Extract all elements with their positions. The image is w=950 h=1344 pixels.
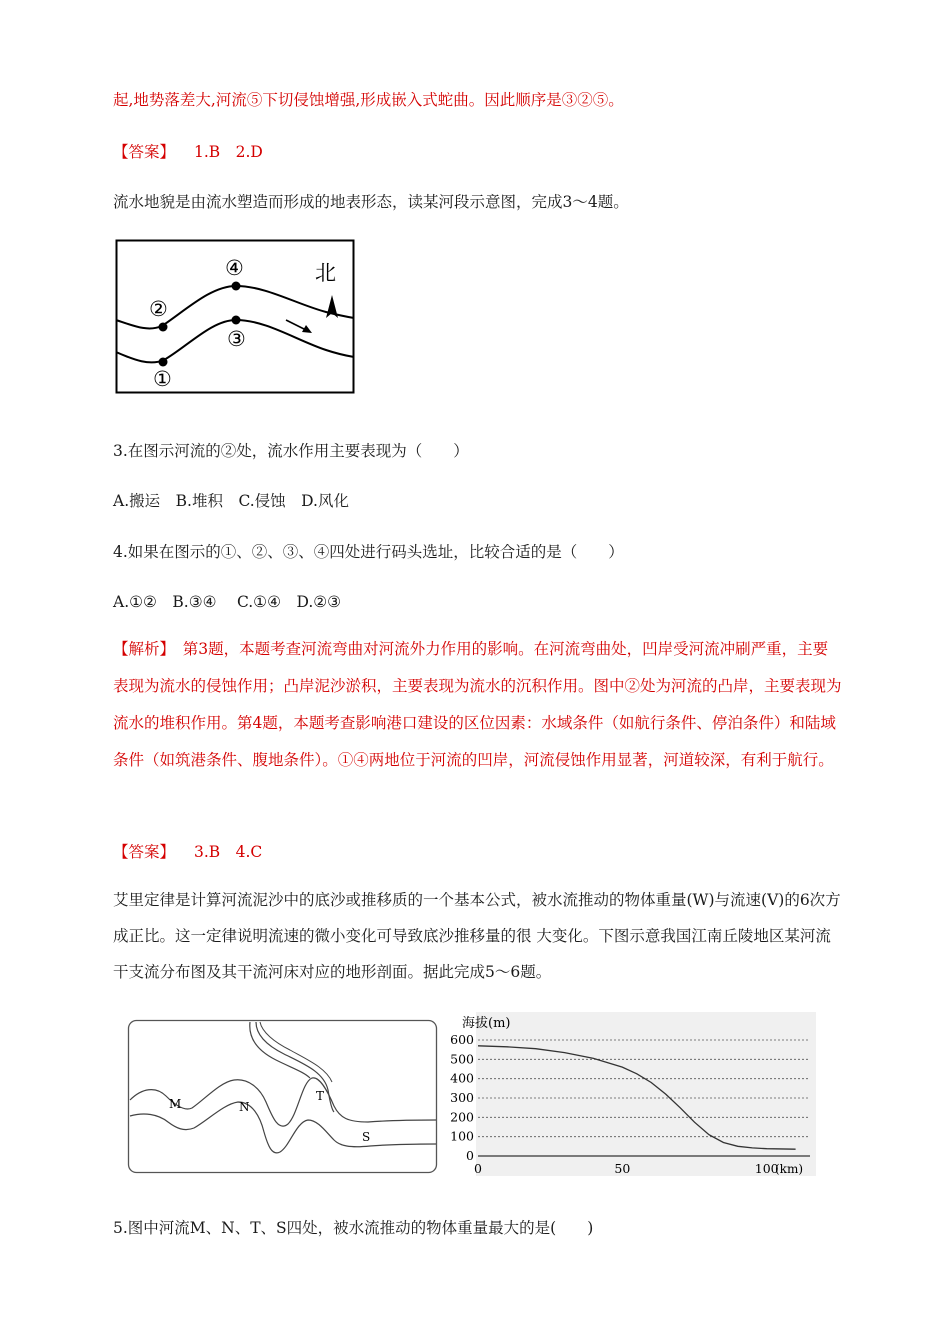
north-label: 北 bbox=[315, 261, 336, 285]
question-3-options: A.搬运 B.堆积 C.侵蚀 D.风化 bbox=[113, 492, 349, 510]
answer-block-1 bbox=[113, 141, 263, 163]
x-axis-unit: (km) bbox=[775, 1162, 804, 1176]
river-map bbox=[128, 1020, 438, 1175]
question-intro-3-4: 流水地貌是由流水塑造而形成的地表形态，读某河段示意图，完成3～4题。 bbox=[113, 193, 629, 211]
answer-block-2 bbox=[113, 841, 262, 863]
question-4: 4.如果在图示的①、②、③、④四处进行码头选址，比较合适的是（ ） bbox=[113, 543, 624, 561]
explanation-continuation: 起,地势落差大,河流⑤下切侵蚀增强,形成嵌入式蛇曲。因此顺序是③②⑤。 bbox=[113, 91, 624, 109]
answer-tag: 【答案】 bbox=[113, 843, 176, 861]
point-label-4: ④ bbox=[225, 256, 244, 280]
answer-tag: 【答案】 bbox=[113, 143, 176, 161]
river-diagram bbox=[116, 240, 366, 396]
analysis-tag: 【解析】 bbox=[113, 640, 168, 658]
answer-text: 1.B 2.D bbox=[193, 143, 263, 161]
question-intro-5-6: 艾里定律是计算河流泥沙中的底沙或推移质的一个基本公式，被水流推动的物体重量(W)与流速(V)的6次方成正比。这一定律说明流速的微小变化可导致底沙推移量的很 大变化。下图示意我国江南丘陵地区某河流干支流分布图及其干流河床对应的地形剖面。据此完成5～6题。 bbox=[113, 891, 841, 981]
question-3: 3.在图示河流的②处，流水作用主要表现为（ ） bbox=[113, 442, 469, 460]
elevation-profile-chart bbox=[440, 1010, 820, 1180]
y-tick-label: 600 bbox=[450, 1032, 474, 1047]
analysis-block bbox=[113, 631, 843, 779]
y-axis-label: 海拔(m) bbox=[462, 1016, 511, 1031]
question-5: 5.图中河流M、N、T、S四处，被水流推动的物体重量最大的是( ) bbox=[113, 1219, 594, 1237]
y-tick-label: 100 bbox=[450, 1128, 474, 1144]
y-tick-label: 400 bbox=[450, 1070, 474, 1086]
map-label-M: M bbox=[169, 1097, 182, 1111]
point-label-3: ③ bbox=[227, 327, 246, 351]
x-tick-label: 0 bbox=[474, 1161, 482, 1176]
y-tick-label: 0 bbox=[466, 1148, 474, 1163]
map-label-N: N bbox=[239, 1100, 250, 1114]
point-label-2: ② bbox=[149, 297, 168, 321]
y-tick-label: 500 bbox=[450, 1051, 474, 1067]
x-tick-label: 50 bbox=[614, 1161, 631, 1176]
point-3-dot bbox=[232, 316, 241, 325]
question-4-options: A.①② B.③④ C.①④ D.②③ bbox=[113, 593, 342, 611]
y-tick-label: 300 bbox=[450, 1090, 474, 1105]
point-2-dot bbox=[159, 323, 168, 332]
analysis-text: 第3题，本题考查河流弯曲对河流外力作用的影响。在河流弯曲处，凹岸受河流冲刷严重，主要表现为流水的侵蚀作用；凸岸泥沙淤积，主要表现为流水的沉积作用。图中②处为河流的凸岸，主要表现为流水的堆积作用。第4题，本题考查影响港口建设的区位因素：水域条件（如航行条件、停泊条件）和陆域条件（如筑港条件、腹地条件）。①④两地位于河流的凹岸，河流侵蚀作用显著，河道较深，有利于航行。 bbox=[113, 640, 842, 769]
map-label-S: S bbox=[362, 1130, 371, 1144]
point-1-dot bbox=[159, 358, 168, 367]
answer-text: 3.B 4.C bbox=[193, 843, 263, 861]
point-label-1: ① bbox=[153, 367, 172, 391]
x-tick-label: 100 bbox=[754, 1161, 779, 1176]
y-tick-label: 200 bbox=[450, 1109, 474, 1125]
map-label-T: T bbox=[316, 1089, 325, 1103]
point-4-dot bbox=[232, 282, 241, 291]
